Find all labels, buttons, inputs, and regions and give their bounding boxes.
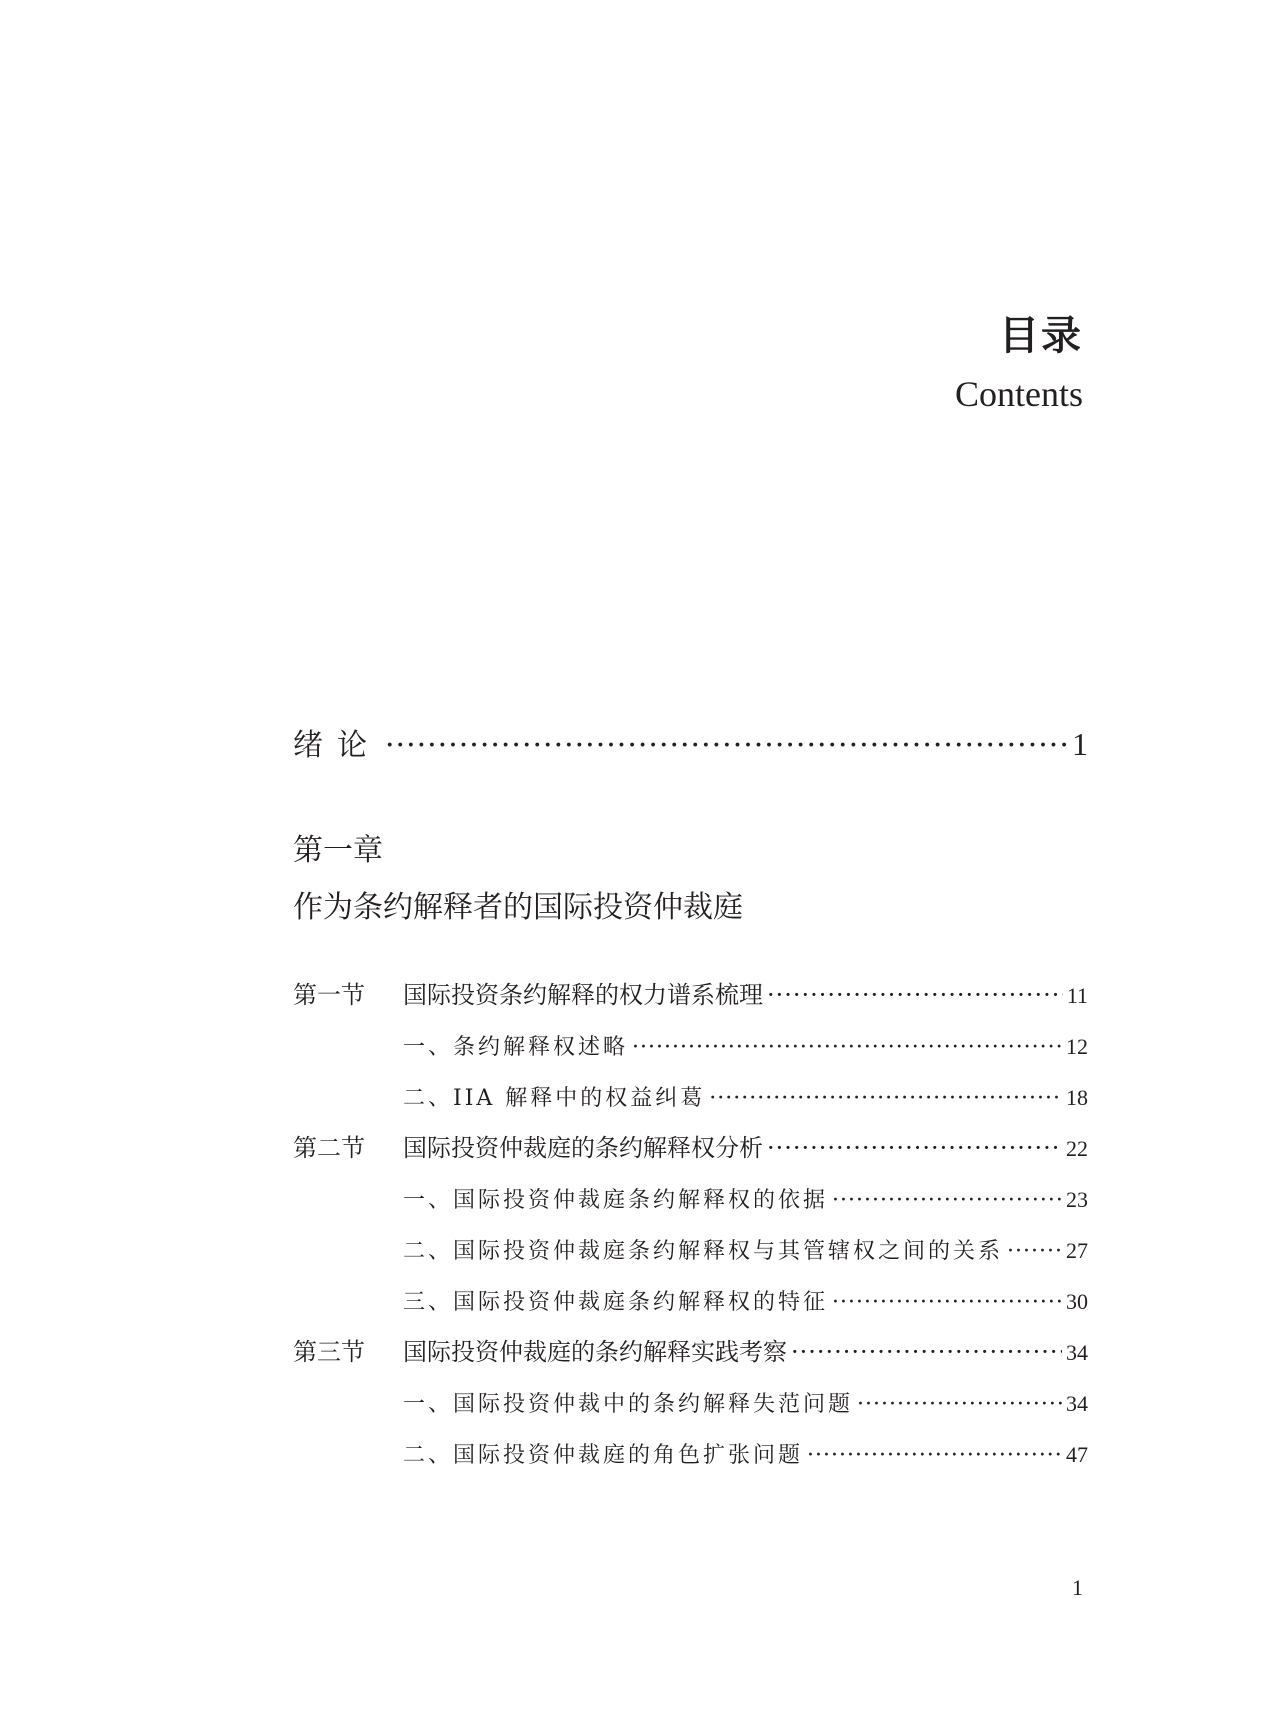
subsection-page-number: 12 [1066,1034,1088,1059]
subsection-page-number: 23 [1066,1187,1088,1212]
subsection-title: 一、条约解释权述略 [403,1035,629,1060]
title-english: Contents [954,374,1083,414]
section-list [293,970,1088,1480]
subsection-title: 二、IIA 解释中的权益纠葛 [403,1086,706,1111]
intro-page-number: 1 [1072,726,1088,762]
dot-leader [767,970,1063,1021]
subsection-title: 二、国际投资仲裁庭的角色扩张问题 [403,1443,804,1468]
subsection-title: 三、国际投资仲裁庭条约解释权的特征 [403,1290,829,1315]
dot-leader [857,1379,1062,1430]
page-number: 1 [1072,1575,1083,1600]
toc-entry-section-1[interactable] [293,970,1088,1021]
toc-entry-subsection[interactable] [293,1021,1088,1072]
toc-entry-subsection[interactable] [293,1072,1088,1123]
dot-leader [832,1277,1062,1328]
chapter-number: 第一章 [293,833,383,868]
toc-entry-subsection[interactable] [293,1378,1088,1429]
section-number: 第一节 [293,981,365,1009]
section-title: 国际投资仲裁庭的条约解释权分析 [403,1134,763,1162]
subsection-page-number: 34 [1066,1391,1088,1416]
toc-entry-introduction[interactable] [293,720,1088,770]
toc-heading [955,312,1083,416]
dot-leader [832,1175,1062,1226]
subsection-page-number: 47 [1066,1442,1088,1467]
subsection-page-number: 18 [1066,1085,1088,1110]
dot-leader [791,1327,1062,1378]
intro-label: 绪论 [293,728,381,763]
toc-entry-subsection[interactable] [293,1429,1088,1480]
dot-leader [807,1430,1062,1481]
section-title: 国际投资仲裁庭的条约解释实践考察 [403,1338,787,1366]
subsection-page-number: 30 [1066,1289,1088,1314]
dot-leader [1007,1226,1062,1277]
dot-leader [385,722,1068,770]
section-title: 国际投资条约解释的权力谱系梳理 [403,981,763,1009]
section-page-number: 11 [1066,983,1088,1008]
title-chinese: 目录 [999,312,1083,359]
subsection-title: 二、国际投资仲裁庭条约解释权与其管辖权之间的关系 [403,1239,1004,1264]
dot-leader [709,1073,1062,1124]
toc-entry-section-3[interactable] [293,1327,1088,1378]
section-number: 第三节 [293,1338,365,1366]
chapter-title: 作为条约解释者的国际投资仲裁庭 [293,890,743,925]
toc-entry-subsection[interactable] [293,1276,1088,1327]
dot-leader [632,1022,1062,1073]
table-of-contents [293,720,1088,1480]
section-page-number: 22 [1066,1136,1088,1161]
subsection-page-number: 27 [1066,1238,1088,1263]
dot-leader [767,1123,1062,1174]
subsection-title: 一、国际投资仲裁庭条约解释权的依据 [403,1188,829,1213]
section-number: 第二节 [293,1134,365,1162]
chapter-heading [293,827,1088,932]
toc-entry-subsection[interactable] [293,1225,1088,1276]
section-page-number: 34 [1066,1340,1088,1365]
toc-entry-subsection[interactable] [293,1174,1088,1225]
toc-entry-section-2[interactable] [293,1123,1088,1174]
subsection-title: 一、国际投资仲裁中的条约解释失范问题 [403,1392,854,1417]
